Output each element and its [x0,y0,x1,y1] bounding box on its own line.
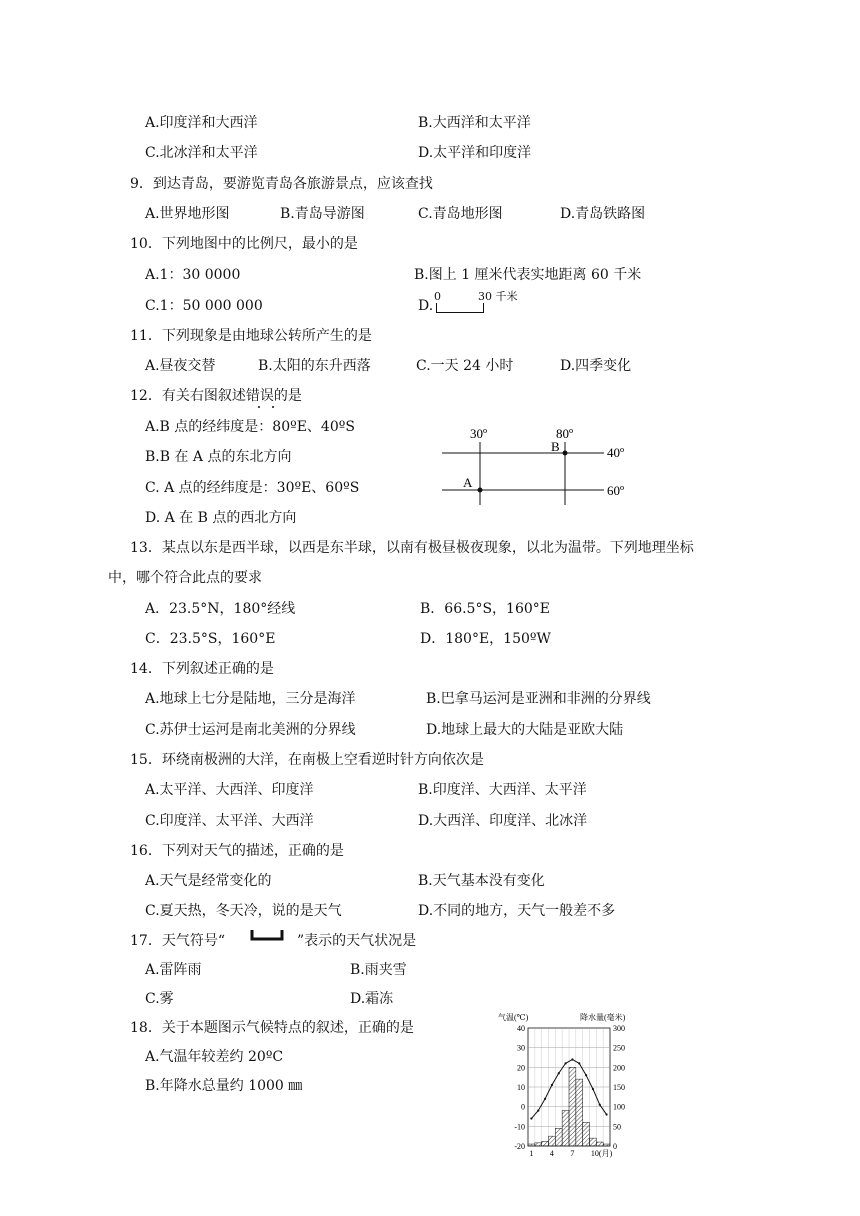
month-tick-label: 10(月) [590,1149,613,1158]
q11-option-c: C.一天 24 小时 [416,358,514,374]
q17-option-a: A.雷阵雨 [145,962,202,978]
temperature-tick-label: 0 [521,1102,525,1112]
point-a-marker [478,488,483,493]
q13-option-c: C．23.5°S，160°E [145,631,276,647]
precipitation-bar [590,1138,597,1146]
q11-stem: 11．下列现象是由地球公转所产生的是 [130,328,372,344]
q18-option-b: B.年降水总量约 1000 ㎜ [145,1078,303,1094]
temperature-tick-label: 30 [517,1043,525,1053]
temperature-tick-label: -10 [514,1122,525,1132]
q15-option-c: C.印度洋、太平洋、大西洋 [145,813,314,829]
q14-option-b: B.巴拿马运河是亚洲和非洲的分界线 [426,691,651,707]
precipitation-tick-label: 200 [613,1063,625,1073]
temperature-tick-label: 40 [517,1024,525,1033]
precipitation-bar [562,1111,569,1146]
temperature-point [599,1104,601,1106]
scale-bar-end-label: 30 千米 [478,290,518,303]
q16-option-a: A.天气是经常变化的 [145,873,272,889]
month-tick-label: 7 [570,1149,575,1158]
q10-option-a: A.1：30 0000 [145,267,241,283]
temperature-axis-title: 气温(℃) [498,1013,529,1022]
q18-stem: 18．关于本题图示气候特点的叙述，正确的是 [130,1020,414,1036]
q15-option-b: B.印度洋、大西洋、太平洋 [418,782,587,798]
precipitation-bar [576,1079,583,1146]
precipitation-bar [535,1143,542,1146]
q13-option-b: B．66.5°S，160°E [420,601,550,617]
q11-option-b: B.太阳的东升西落 [258,358,371,374]
q15-option-d: D.大西洋、印度洋、北冰洋 [418,813,588,829]
precipitation-bar [596,1142,603,1146]
scale-bar [432,291,542,317]
q10-option-b: B.图上 1 厘米代表实地距离 60 千米 [414,267,642,283]
q17-option-c: C.雾 [145,991,174,1007]
precipitation-tick-label: 250 [613,1043,625,1053]
q16-stem: 16．下列对天气的描述，正确的是 [130,843,344,859]
month-tick-label: 1 [529,1149,534,1158]
temperature-point [530,1117,532,1119]
q13-option-a: A．23.5°N，180°经线 [145,601,296,617]
scale-bar-line [436,303,484,313]
precipitation-bar [549,1136,556,1146]
meridian-30-label: 30º [470,426,488,441]
temperature-point [578,1062,580,1064]
q12-stem: 12．有关右图叙述错误的是 [130,388,302,404]
temperature-point [558,1072,560,1074]
graticule-figure [430,420,660,510]
q10-stem: 10．下列地图中的比例尺，最小的是 [130,236,358,252]
q15-stem: 15．环绕南极洲的大洋，在南极上空看逆时针方向依次是 [130,752,484,768]
q14-stem: 14．下列叙述正确的是 [130,661,274,677]
q12-option-d: D. A 在 B 点的西北方向 [145,510,297,526]
precipitation-bar [555,1128,562,1146]
q17-stem-before: 17．天气符号“ [130,933,225,949]
q16-option-d: D.不同的地方，天气一般差不多 [418,903,616,919]
temperature-point [551,1084,553,1086]
emphasis-dot [272,406,274,408]
q8-option-c: C.北冰洋和太平洋 [145,145,258,161]
q13-stem-line2: 中，哪个符合此点的要求 [108,570,262,586]
precipitation-tick-label: 150 [613,1083,625,1092]
precipitation-tick-label: 50 [613,1122,621,1132]
q18-option-a: A.气温年较差约 20ºC [145,1049,284,1065]
q17-stem-after: ”表示的天气状况是 [297,933,417,949]
q9-option-a: A.世界地形图 [145,206,230,222]
q15-option-a: A.太平洋、大西洋、印度洋 [145,782,314,798]
precipitation-bar [583,1122,590,1146]
meridian-80-label: 80º [556,426,574,441]
temperature-point [564,1062,566,1064]
q12-option-a: A.B 点的经纬度是：80ºE、40ºS [145,419,355,435]
q14-option-a: A.地球上七分是陆地，三分是海洋 [145,691,356,707]
q8-option-a: A.印度洋和大西洋 [145,115,258,131]
precipitation-bar [603,1144,610,1146]
temperature-point [571,1058,573,1060]
q13-option-d: D．180°E，150ºW [420,631,551,647]
precipitation-bar [542,1141,549,1146]
temperature-tick-label: 10 [517,1083,525,1092]
month-tick-label: 4 [549,1149,554,1158]
q8-option-d: D.太平洋和印度洋 [418,145,532,161]
temperature-point [592,1088,594,1090]
precipitation-tick-label: 0 [613,1142,617,1151]
q13-stem-line1: 13．某点以东是西半球，以西是东半球，以南有极昼极夜现象，以北为温带。下列地理坐标 [130,540,694,556]
precipitation-axis-title: 降水量(毫米) [580,1013,626,1022]
q17-option-b: B.雨夹雪 [350,962,407,978]
climate-chart [492,1010,642,1160]
point-a-label: A [463,475,473,490]
point-b-marker [563,451,568,456]
q16-option-c: C.夏天热，冬天冷，说的是天气 [145,903,342,919]
q10-option-d: D. [418,298,434,314]
q9-option-c: C.青岛地形图 [418,206,503,222]
q10-option-c: C.1：50 000 000 [145,298,263,314]
scale-bar-start-label: 0 [434,290,441,303]
emphasis-dot [258,406,260,408]
q17-option-d: D.霜冻 [350,991,394,1007]
temperature-point [585,1074,587,1076]
q12-option-b: B.B 在 A 点的东北方向 [145,449,292,465]
q9-option-d: D.青岛铁路图 [560,206,646,222]
temperature-tick-label: -20 [514,1142,525,1151]
q12-option-c: C. A 点的经纬度是：30ºE、60ºS [145,480,360,496]
point-b-label: B [551,439,560,454]
temperature-point [544,1098,546,1100]
q9-option-b: B.青岛导游图 [280,206,365,222]
temperature-point [537,1110,539,1112]
precipitation-tick-label: 300 [613,1024,625,1033]
precipitation-bar [528,1144,535,1146]
fog-weather-symbol-icon [248,928,288,942]
q14-option-c: C.苏伊士运河是南北美洲的分界线 [145,722,356,738]
q11-option-a: A.昼夜交替 [145,358,216,374]
q9-stem: 9．到达青岛，要游览青岛各旅游景点，应该查找 [130,176,433,192]
q16-option-b: B.天气基本没有变化 [418,873,545,889]
parallel-40-label: 40º [607,445,625,460]
parallel-60-label: 60º [607,483,625,498]
precipitation-bar [569,1067,576,1146]
temperature-point [605,1113,607,1115]
q8-option-b: B.大西洋和太平洋 [418,115,531,131]
precipitation-tick-label: 100 [613,1102,625,1112]
q11-option-d: D.四季变化 [560,358,632,374]
temperature-tick-label: 20 [517,1063,525,1073]
q14-option-d: D.地球上最大的大陆是亚欧大陆 [426,722,624,738]
